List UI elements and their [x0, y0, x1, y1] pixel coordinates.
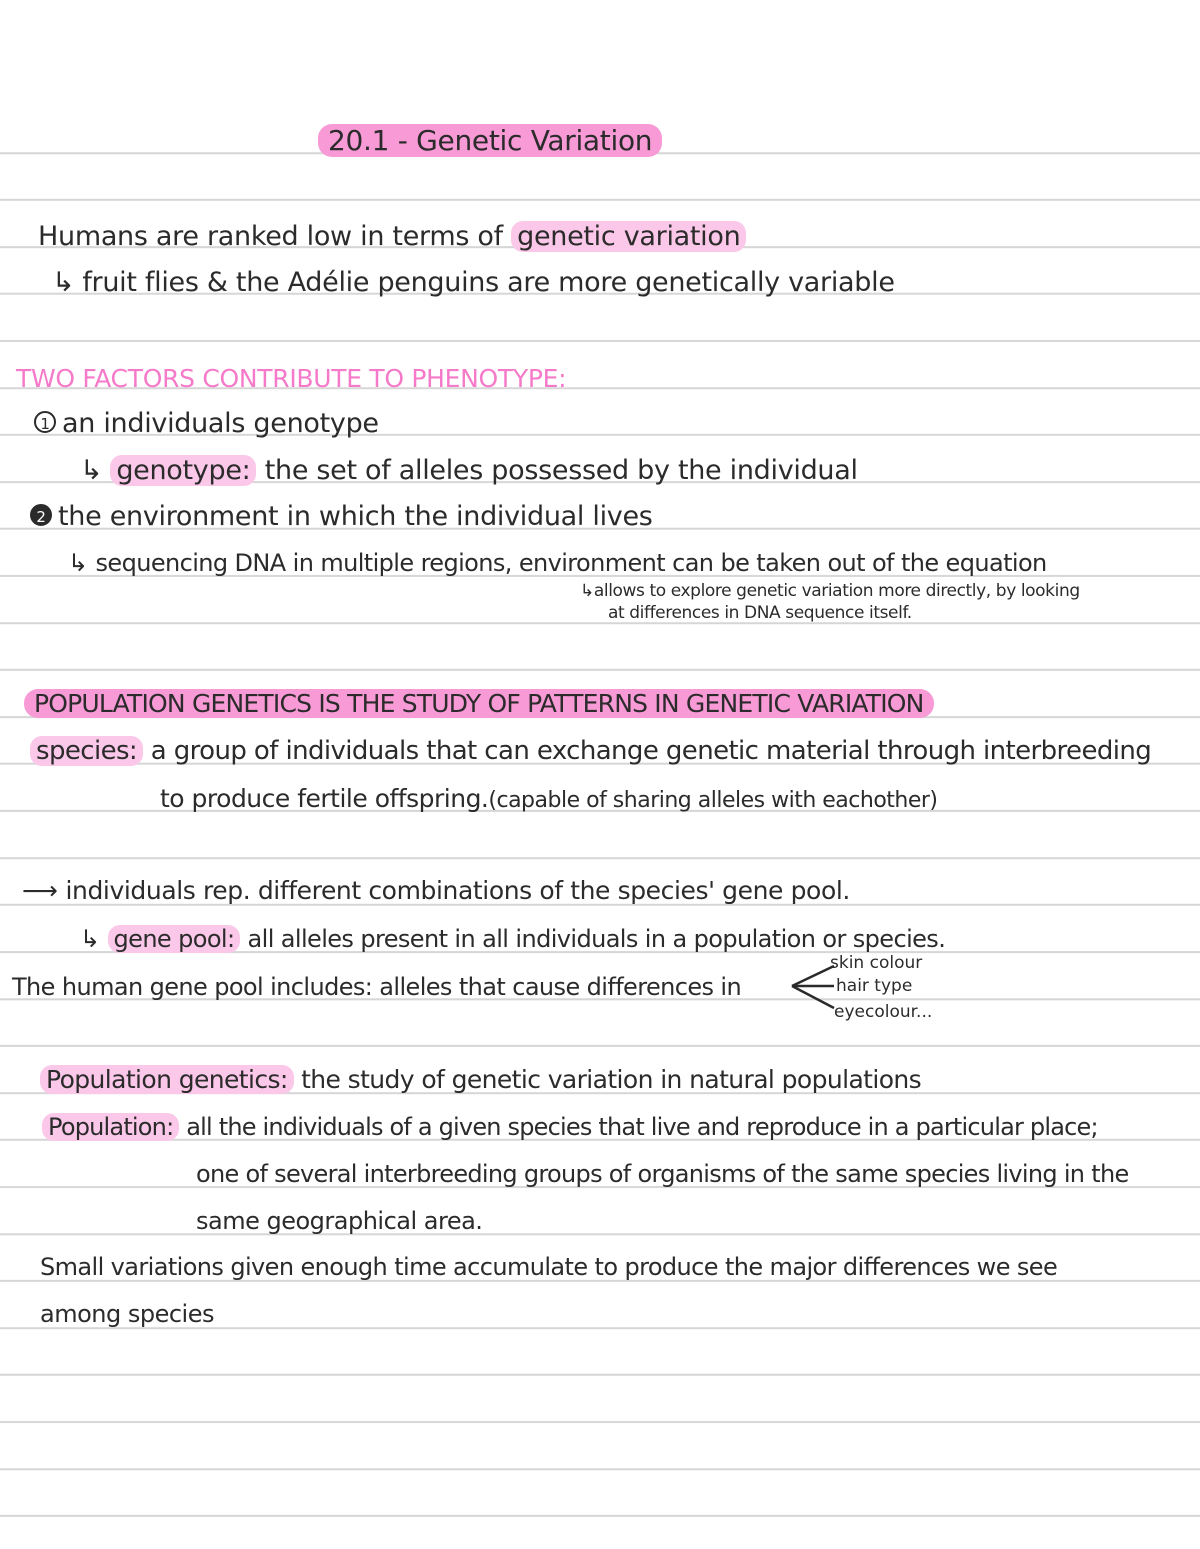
popgen-definition-line — [40, 1063, 921, 1097]
factor-1 — [34, 407, 379, 441]
population-line-1 — [42, 1110, 1098, 1144]
sequencing-note-1 — [580, 581, 1080, 601]
branch-hair-type: hair type — [836, 976, 913, 996]
sequencing-note-text-1: allows to explore genetic variation more directly, by looking — [593, 581, 1080, 601]
branch-eye-colour: eyecolour... — [834, 1002, 933, 1022]
population-term: Population: — [42, 1113, 179, 1141]
number-two-icon: 2 — [30, 504, 52, 526]
species-line-2 — [160, 782, 938, 818]
population-definition-1: all the individuals of a given species that live and reproduce in a particular place; — [186, 1113, 1098, 1141]
factor-2-sub — [68, 546, 1047, 580]
intro-subpoint: fruit flies & the Adélie penguins are more genetically variable — [82, 267, 895, 298]
popgen-heading — [24, 687, 934, 721]
genetic-variation-highlight: genetic variation — [511, 221, 746, 252]
gene-pool-definition: all alleles present in all individuals in a population or species. — [247, 925, 946, 953]
popgen-term: Population genetics: — [40, 1065, 294, 1094]
factors-heading: TWO FACTORS CONTRIBUTE TO PHENOTYPE: — [16, 364, 567, 393]
number-one-icon: 1 — [34, 411, 56, 433]
factor-2 — [30, 500, 653, 534]
hook-arrow-icon: ↳ — [80, 455, 103, 486]
intro-line-1 — [38, 220, 746, 254]
popgen-definition: the study of genetic variation in natural populations — [301, 1065, 922, 1094]
intro-line-2 — [52, 266, 895, 300]
hook-arrow-icon: ↳ — [580, 581, 594, 601]
sequencing-text: sequencing DNA in multiple regions, environment can be taken out of the equation — [95, 549, 1047, 577]
hook-arrow-icon: ↳ — [52, 267, 75, 298]
hook-arrow-icon: ↳ — [68, 549, 88, 577]
individuals-line — [22, 874, 850, 908]
population-line-2: one of several interbreeding groups of organisms of the same species living in the — [196, 1160, 1129, 1188]
factor-1-text: an individuals genotype — [62, 408, 379, 439]
sequencing-note-2: at differences in DNA sequence itself. — [608, 603, 912, 623]
intro-text: Humans are ranked low in terms of — [38, 221, 503, 252]
factor-1-sub — [80, 454, 858, 488]
species-line-1 — [30, 734, 1151, 768]
genotype-definition: the set of alleles possessed by the individual — [264, 455, 858, 486]
closing-line-1: Small variations given enough time accumulate to produce the major differences we see — [40, 1253, 1058, 1281]
species-definition-2: to produce fertile offspring. — [160, 784, 489, 813]
closing-line-2: among species — [40, 1300, 214, 1328]
factor-2-text: the environment in which the individual lives — [58, 501, 653, 532]
individuals-text: individuals rep. different combinations of the species' gene pool. — [65, 876, 850, 905]
arrow-right-icon: ⟶ — [22, 876, 58, 905]
title-highlight: 20.1 - Genetic Variation — [318, 124, 662, 157]
popgen-heading-highlight: POPULATION GENETICS IS THE STUDY OF PATTERNS IN GENETIC VARIATION — [24, 689, 934, 718]
branch-skin-colour: skin colour — [830, 953, 923, 973]
population-line-3: same geographical area. — [196, 1207, 483, 1235]
species-definition-1: a group of individuals that can exchange genetic material through interbreeding — [150, 736, 1152, 766]
gene-pool-term: gene pool: — [108, 925, 241, 953]
page-title — [318, 124, 662, 158]
gene-pool-line — [80, 922, 945, 956]
human-gene-pool-line: The human gene pool includes: alleles that cause differences in — [12, 973, 742, 1001]
genotype-term: genotype: — [110, 455, 256, 486]
species-note: (capable of sharing alleles with eachother) — [488, 788, 938, 813]
hook-arrow-icon: ↳ — [80, 925, 100, 953]
species-term: species: — [30, 736, 143, 766]
